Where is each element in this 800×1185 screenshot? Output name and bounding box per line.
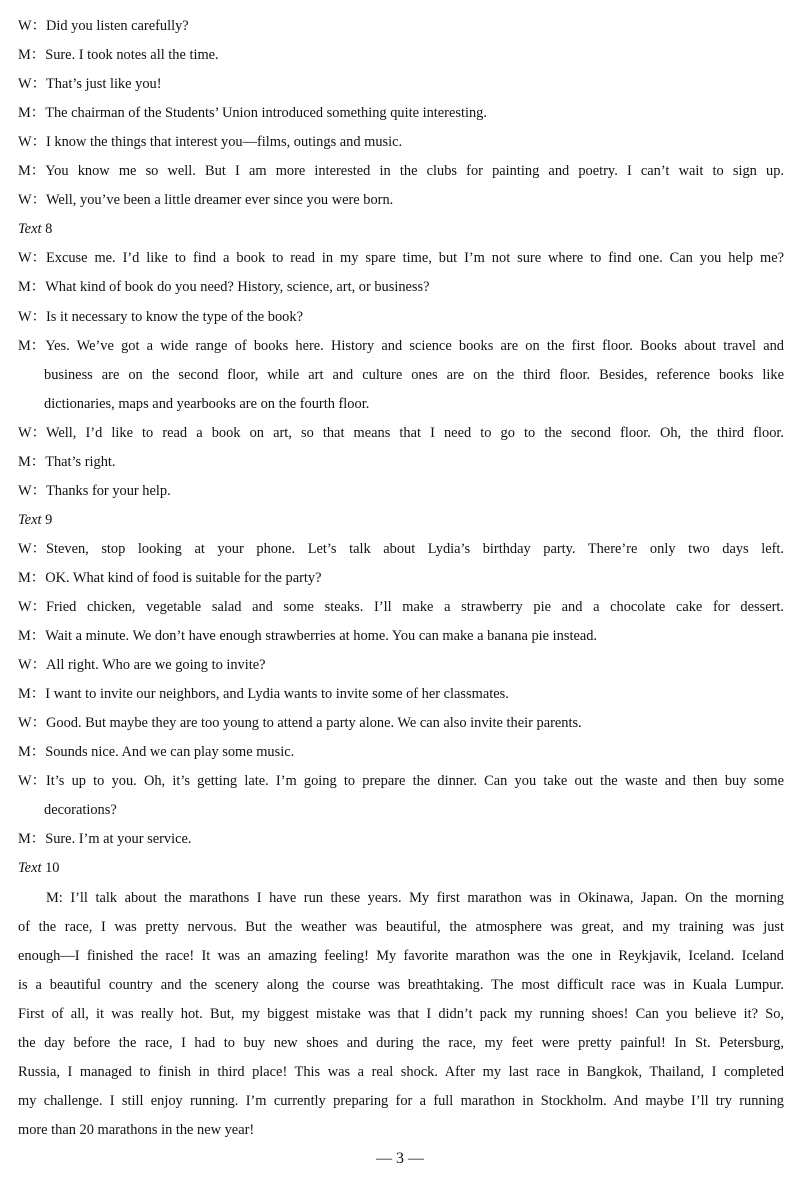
dialogue-text: Sure. I’m at your service.	[45, 831, 192, 848]
dialogue-text: Good. But maybe they are too young to attend a party alone. We can also invite their parents.	[45, 715, 582, 732]
section-heading-label: Text	[18, 511, 42, 528]
speaker-label: W：	[18, 18, 46, 34]
dialogue-text: Sure. I took notes all the time.	[45, 47, 219, 64]
dialogue-text: OK. What kind of food is suitable for the party?	[45, 569, 322, 586]
section-heading-number: 9	[41, 511, 53, 528]
dialogue-text: That’s right.	[45, 453, 116, 470]
dialogue-line	[18, 452, 784, 472]
monologue-line: First of all, it was really hot. But, my biggest mistake was that I didn’t pack my running shoes! Can you believe it? So,	[18, 1005, 784, 1022]
dialogue-line	[18, 539, 784, 559]
speaker-label: M：	[18, 105, 46, 122]
dialogue-text: You know me so well. But I am more interested in the clubs for painting and poetry. I can’t wait to sign up.	[45, 163, 784, 180]
dialogue-text: The chairman of the Students’ Union introduced something quite interesting.	[45, 105, 487, 122]
monologue-line: more than 20 marathons in the new year!	[18, 1121, 255, 1138]
dialogue-line	[18, 74, 784, 94]
dialogue-line	[18, 132, 784, 152]
dialogue-text: It’s up to you. Oh, it’s getting late. I’m going to prepare the dinner. Can you take out the waste and then buy some	[45, 773, 784, 790]
monologue-line: is a beautiful country and the scenery along the course was breathtaking. The most difficult race was in Kuala Lumpur.	[18, 976, 784, 993]
dialogue-line	[18, 655, 784, 675]
speaker-label: M：	[18, 453, 46, 470]
dialogue-text: Excuse me. I’d like to find a book to read in my spare time, but I’m not sure where to find one. Can you help me?	[45, 250, 784, 267]
speaker-label: W：	[18, 250, 46, 267]
speaker-label: W：	[18, 599, 46, 615]
speaker-label: W：	[18, 540, 46, 557]
dialogue-line	[18, 248, 784, 268]
dialogue-line	[18, 190, 784, 210]
dialogue-text: That’s just like you!	[45, 76, 162, 93]
monologue-line: enough—I finished the race! It was an amazing feeling! My favorite marathon was the one in Reykjavik, Iceland. Iceland	[18, 947, 784, 964]
dialogue-text: Did you listen carefully?	[45, 18, 189, 34]
speaker-label: M：	[18, 569, 46, 586]
dialogue-text: Is it necessary to know the type of the book?	[45, 308, 303, 325]
dialogue-text: Wait a minute. We don’t have enough strawberries at home. You can make a banana pie instead.	[45, 628, 598, 645]
dialogue-continuation: business are on the second floor, while art and culture ones are on the third floor. Besides, reference books like	[44, 366, 784, 383]
dialogue-line	[18, 103, 784, 123]
speaker-label: W：	[18, 773, 46, 790]
dialogue-line	[18, 336, 784, 356]
monologue-line: M: I’ll talk about the marathons I have run these years. My first marathon was in Okinawa, Japan. On the morning	[46, 889, 784, 906]
speaker-label: M：	[18, 337, 46, 354]
dialogue-text: What kind of book do you need? History, science, art, or business?	[45, 279, 430, 296]
speaker-label: M：	[18, 831, 46, 848]
dialogue-line	[18, 307, 784, 327]
monologue-line: of the race, I was pretty nervous. But the weather was beautiful, the atmosphere was great, and my training was just	[18, 918, 784, 935]
speaker-label: W：	[18, 192, 46, 209]
speaker-label: M：	[18, 686, 46, 703]
section-heading-number: 10	[41, 860, 60, 877]
dialogue-line	[18, 713, 784, 733]
dialogue-line	[18, 481, 784, 501]
monologue-line: the day before the race, I had to buy new shoes and during the race, my feet were pretty painful! In St. Petersburg,	[18, 1034, 784, 1051]
dialogue-text: I know the things that interest you—films, outings and music.	[45, 134, 403, 151]
dialogue-line	[18, 161, 784, 181]
dialogue-line	[18, 568, 784, 588]
dialogue-line	[18, 597, 784, 617]
speaker-label: M：	[18, 47, 46, 64]
speaker-label: W：	[18, 482, 46, 499]
speaker-label: M：	[18, 279, 46, 296]
dialogue-line	[18, 16, 784, 36]
dialogue-line	[18, 277, 784, 297]
speaker-label: W：	[18, 76, 46, 93]
section-heading	[18, 510, 784, 530]
section-heading-label: Text	[18, 221, 42, 238]
monologue-line: my challenge. I still enjoy running. I’m currently preparing for a full marathon in Stockholm. And maybe I’ll try running	[18, 1092, 784, 1109]
dialogue-line	[18, 423, 784, 443]
section-heading-label: Text	[18, 860, 42, 877]
dialogue-continuation: dictionaries, maps and yearbooks are on the fourth floor.	[44, 395, 370, 412]
speaker-label: M：	[18, 163, 46, 180]
section-heading	[18, 858, 784, 878]
dialogue-text: Well, you’ve been a little dreamer ever since you were born.	[45, 192, 394, 209]
section-heading-number: 8	[41, 221, 53, 238]
dialogue-line	[18, 829, 784, 849]
dialogue-text: Sounds nice. And we can play some music.	[45, 744, 295, 761]
dialogue-text: I want to invite our neighbors, and Lydia wants to invite some of her classmates.	[45, 686, 509, 703]
dialogue-line	[18, 626, 784, 646]
speaker-label: M：	[18, 744, 46, 761]
dialogue-line	[18, 45, 784, 65]
dialogue-text: Yes. We’ve got a wide range of books here. History and science books are on the first floor. Books about travel and	[45, 337, 784, 354]
dialogue-line	[18, 771, 784, 791]
dialogue-text: Steven, stop looking at your phone. Let’s talk about Lydia’s birthday party. There’re only two days left.	[45, 540, 784, 557]
speaker-label: W：	[18, 424, 46, 441]
monologue-line: Russia, I managed to finish in third place! This was a real shock. After my last race in Bangkok, Thailand, I completed	[18, 1063, 784, 1080]
dialogue-line	[18, 742, 784, 762]
dialogue-text: All right. Who are we going to invite?	[45, 657, 266, 674]
section-heading	[18, 219, 784, 239]
speaker-label: W：	[18, 715, 46, 732]
speaker-label: M：	[18, 628, 46, 645]
dialogue-line	[18, 684, 784, 704]
dialogue-text: Fried chicken, vegetable salad and some steaks. I’ll make a strawberry pie and a chocolate cake for dessert.	[45, 599, 784, 615]
dialogue-text: Thanks for your help.	[45, 482, 171, 499]
speaker-label: W：	[18, 657, 46, 674]
page-number: — 3 —	[376, 1150, 424, 1167]
speaker-label: W：	[18, 134, 46, 151]
dialogue-continuation: decorations?	[44, 802, 117, 819]
dialogue-text: Well, I’d like to read a book on art, so that means that I need to go to the second floor. Oh, the third floor.	[45, 424, 784, 441]
speaker-label: W：	[18, 308, 46, 325]
